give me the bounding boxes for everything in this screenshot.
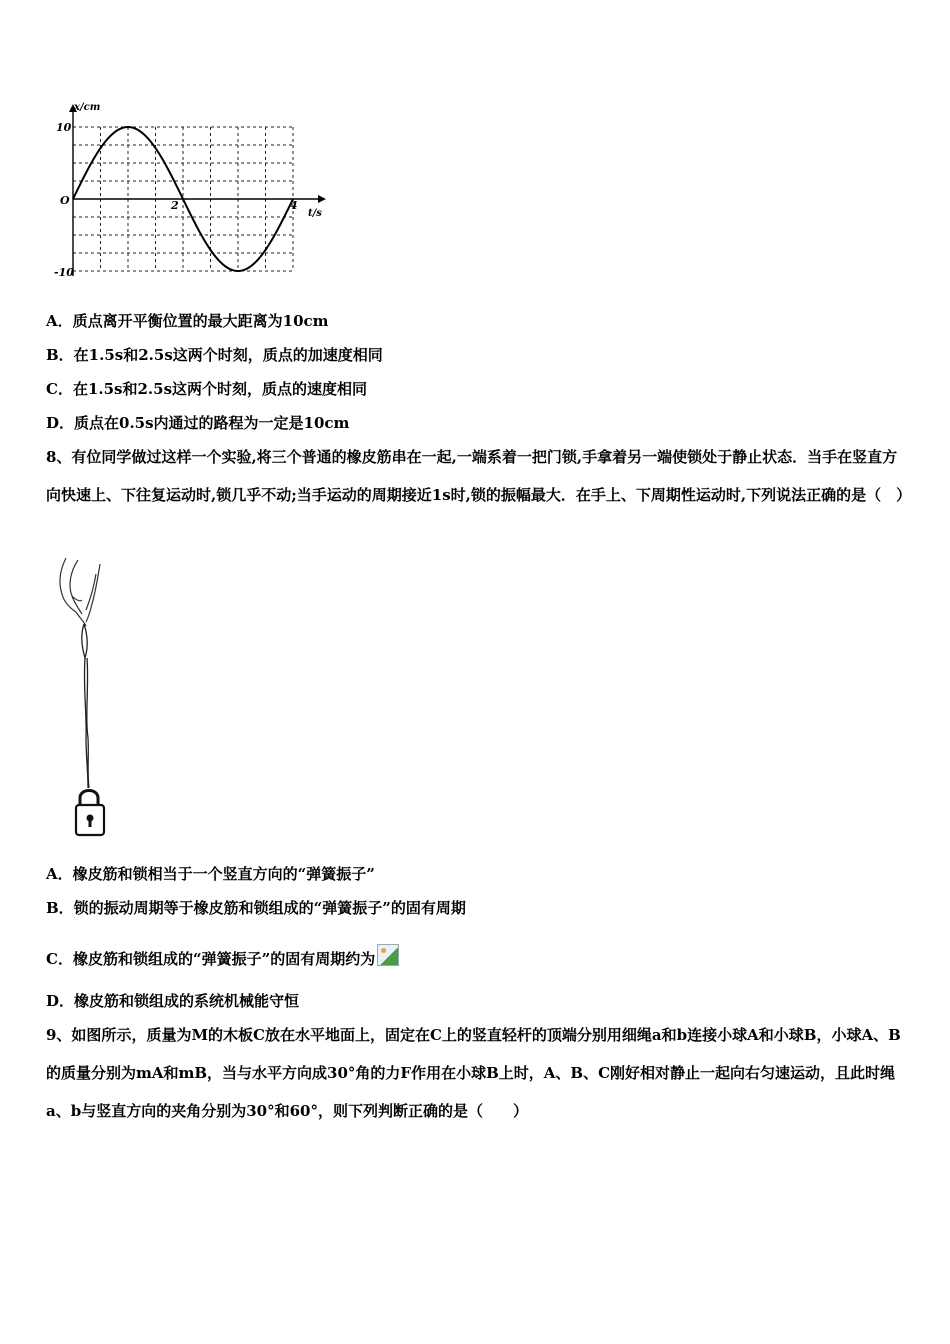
hand-lock-svg bbox=[52, 556, 122, 840]
q7-option-d: D．质点在0.5s内通过的路程为一定是10cm bbox=[46, 414, 350, 432]
q7-option-b: B．在1.5s和2.5s这两个时刻，质点的加速度相同 bbox=[46, 346, 383, 364]
q8-option-c-row bbox=[46, 944, 399, 969]
tick-x-4: 4 bbox=[290, 199, 298, 212]
q8-option-d: D．橡皮筋和锁组成的系统机械能守恒 bbox=[46, 992, 300, 1010]
hand-icon bbox=[60, 558, 100, 626]
q8-option-b: B．锁的振动周期等于橡皮筋和锁组成的“弹簧振子”的固有周期 bbox=[46, 899, 466, 917]
q8-option-c: C．橡皮筋和锁组成的“弹簧振子”的固有周期约为 bbox=[46, 950, 376, 968]
x-axis-arrow-icon bbox=[318, 195, 326, 203]
lock-icon bbox=[76, 791, 104, 836]
rubber-band bbox=[82, 624, 89, 788]
tick-origin: O bbox=[60, 194, 70, 207]
q9-stem: 9、如图所示，质量为M的木板C放在水平地面上，固定在C上的竖直轻杆的顶端分别用细绳a和b连接小球A和小球B，小球A、B的质量分别为mA和mB，当与水平方向成30°角的力F作用在小球B上时，A、B、C刚好相对静止一起向右匀速运动，且此时绳a、b与竖直方向的夹角分别为30°和60°，则下列判断正确的是（ ） bbox=[46, 1026, 901, 1120]
oscillation-graph bbox=[40, 96, 340, 286]
x-axis-label: t/s bbox=[308, 208, 322, 219]
hand-lock-figure bbox=[52, 556, 122, 840]
q8-stem: 8、有位同学做过这样一个实验,将三个普通的橡皮筋串在一起,一端系着一把门锁,手拿着另一端使锁处于静止状态．当手在竖直方向快速上、下往复运动时,锁几乎不动;当手运动的周期接近1s时,锁的振幅最大．在手上、下周期性运动时,下列说法正确的是（ ） bbox=[46, 448, 912, 504]
y-axis-label: x/cm bbox=[74, 102, 101, 113]
q7-option-a: A．质点离开平衡位置的最大距离为10cm bbox=[46, 312, 329, 330]
tick-x-2: 2 bbox=[171, 199, 179, 212]
q7-option-c: C．在1.5s和2.5s这两个时刻，质点的速度相同 bbox=[46, 380, 368, 398]
formula-image-icon bbox=[377, 944, 399, 966]
q8-option-a: A．橡皮筋和锁相当于一个竖直方向的“弹簧振子” bbox=[46, 865, 375, 883]
tick-y-bottom: -10 bbox=[54, 266, 74, 279]
oscillation-graph-svg bbox=[40, 96, 340, 286]
tick-y-top: 10 bbox=[56, 121, 72, 134]
